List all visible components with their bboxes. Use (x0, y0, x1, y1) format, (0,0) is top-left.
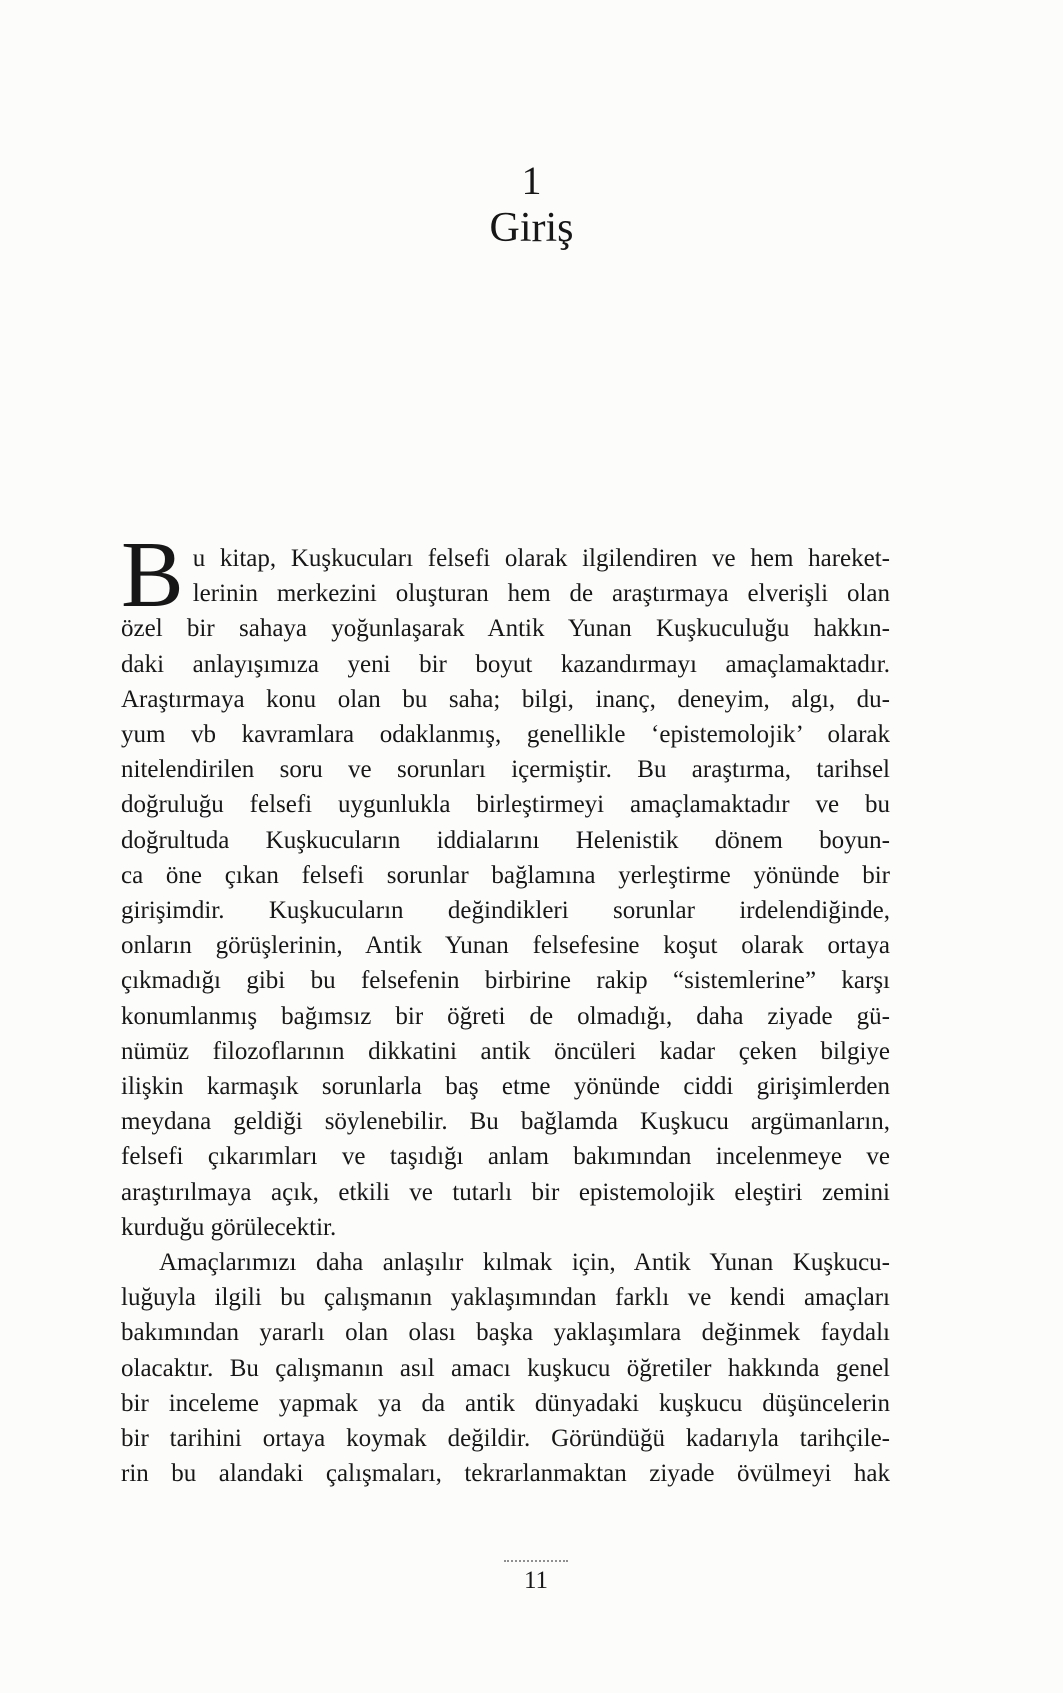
text-line: Araştırmaya konu olan bu saha; bilgi, inanç, deneyim, algı, du- (121, 685, 890, 713)
text-line: meydana geldiği söylenebilir. Bu bağlamda Kuşkucu argümanların, (121, 1108, 890, 1136)
text-line: çıkmadığı gibi bu felsefenin birbirine rakip “sistemlerine” karşı (121, 967, 890, 995)
text-line: olacaktır. Bu çalışmanın asıl amacı kuşkucu öğretiler hakkında genel (121, 1354, 890, 1382)
text-line: felsefi çıkarımları ve taşıdığı anlam bakımından incelenmeye ve (121, 1143, 890, 1171)
paragraph (121, 523, 890, 1245)
text-line: yum vb kavramlara odaklanmış, genellikle ‘epistemolojik’ olarak (121, 721, 890, 749)
drop-cap: B (121, 523, 184, 627)
text-line: konumlanmış bağımsız bir öğreti de olmadığı, daha ziyade gü- (121, 1002, 890, 1030)
text-line: lerinin merkezini oluşturan hem de araştırmaya elverişli olan (192, 580, 890, 608)
text-line: nitelendirilen soru ve sorunları içermiştir. Bu araştırma, tarihsel (121, 756, 890, 784)
text-line: rin bu alandaki çalışmaları, tekrarlanmaktan ziyade övülmeyi hak (121, 1460, 890, 1488)
text-line: kurduğu görülecektir. (121, 1213, 337, 1241)
text-line: araştırılmaya açık, etkili ve tutarlı bir epistemolojik eleştiri zemini (121, 1178, 890, 1206)
text-line: daki anlayışımıza yeni bir boyut kazandırmayı amaçlamaktadır. (121, 650, 890, 678)
text-line: bakımından yararlı olan olası başka yaklaşımlara değinmek faydalı (121, 1319, 890, 1347)
text-line: nümüz filozoflarının dikkatini antik öncüleri kadar çeken bilgiye (121, 1037, 890, 1065)
text-line: girişimdir. Kuşkucuların değindikleri sorunlar irdelendiğinde, (121, 897, 890, 925)
text-line: doğrultuda Kuşkucuların iddialarını Helenistik dönem boyun- (121, 826, 890, 854)
text-line: bir inceleme yapmak ya da antik dünyadaki kuşkucu düşüncelerin (121, 1389, 890, 1417)
chapter-number: 1 (521, 158, 542, 203)
text-line: ilişkin karmaşık sorunlarla baş etme yönünde ciddi girişimlerden (121, 1073, 890, 1101)
page-footer (9, 1560, 1063, 1596)
page-number: 11 (523, 1567, 549, 1594)
text-line: Amaçlarımızı daha anlaşılır kılmak için, Antik Yunan Kuşkucu- (159, 1249, 890, 1277)
text-line: ca öne çıkan felsefi sorunlar bağlamına yerleştirme yönünde bir (121, 861, 890, 889)
chapter-title: Giriş (489, 205, 574, 251)
text-line: u kitap, Kuşkucuları felsefi olarak ilgilendiren ve hem hareket- (192, 545, 890, 572)
text-line: özel bir sahaya yoğunlaşarak Antik Yunan Kuşkuculuğu hakkın- (121, 615, 890, 643)
text-line: doğruluğu felsefi uygunlukla birleştirmeyi amaçlamaktadır ve bu (121, 791, 890, 819)
body-text (121, 523, 890, 1491)
text-line: luğuyla ilgili bu çalışmanın yaklaşımından farklı ve kendi amaçları (121, 1284, 890, 1312)
footer-dotted-rule (504, 1560, 568, 1562)
paragraph (121, 1245, 890, 1491)
text-line: onların görüşlerinin, Antik Yunan felsefesine koşut olarak ortaya (121, 932, 890, 960)
text-line: bir tarihini ortaya koymak değildir. Göründüğü kadarıyla tarihçile- (121, 1425, 890, 1453)
chapter-heading (0, 158, 1063, 252)
